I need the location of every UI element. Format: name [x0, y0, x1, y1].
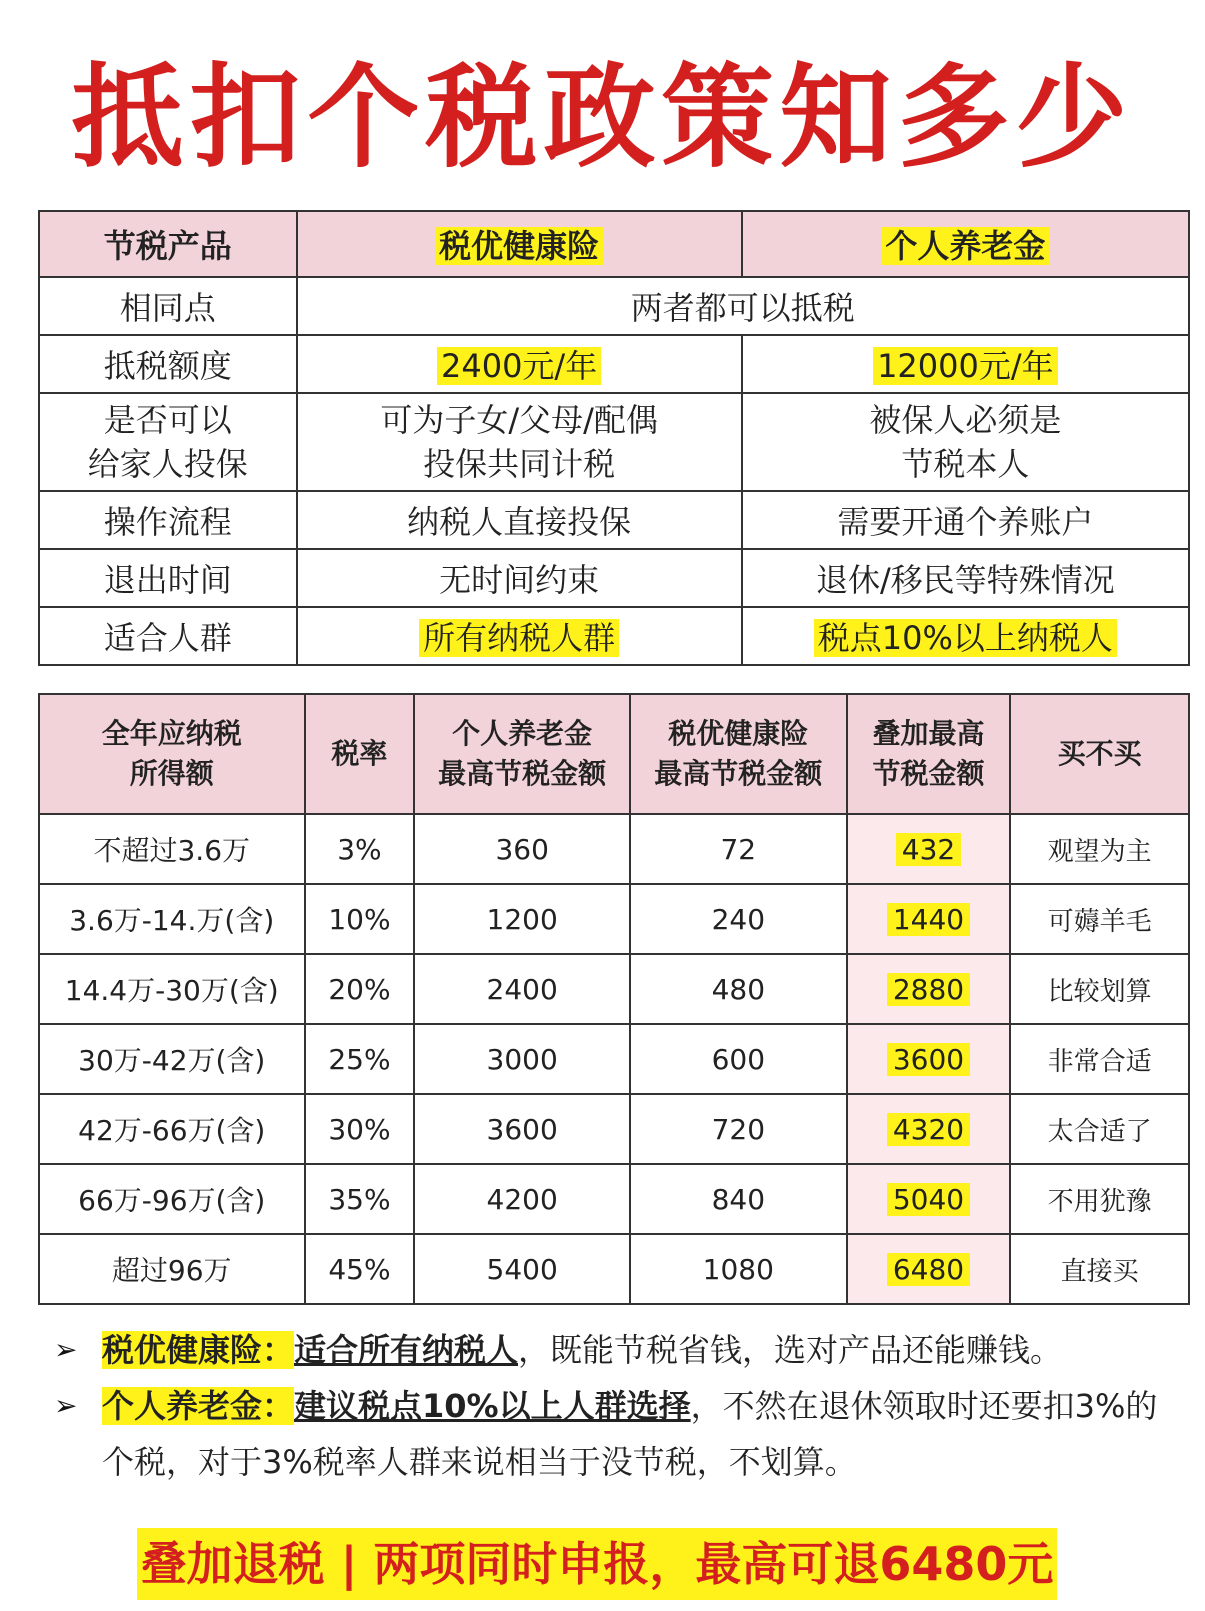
pension-cell: 1200 [414, 884, 630, 954]
income-cell: 不超过3.6万 [39, 814, 305, 884]
comparison-table [38, 210, 1190, 666]
rate-cell: 45% [305, 1234, 415, 1304]
verdict-cell: 比较划算 [1010, 954, 1189, 1024]
note-pension-emph: 建议税点10%以上人群选择 [294, 1387, 691, 1425]
total-cell [847, 1024, 1011, 1094]
notes [48, 1322, 1188, 1490]
col-pension-line1: 个人养老金 [452, 717, 593, 750]
rate-cell: 25% [305, 1024, 415, 1094]
total-cell [847, 814, 1011, 884]
audience-label: 适合人群 [39, 607, 297, 665]
verdict-cell: 可薅羊毛 [1010, 884, 1189, 954]
header-product-b [742, 211, 1189, 277]
family-a-line2: 投保共同计税 [423, 445, 616, 483]
pension-cell: 2400 [414, 954, 630, 1024]
audience-b-text: 税点10%以上纳税人 [814, 619, 1117, 657]
family-label-line1: 是否可以 [103, 401, 232, 439]
total-value: 6480 [887, 1253, 970, 1286]
process-b: 需要开通个养账户 [742, 491, 1189, 549]
family-a-line1: 可为子女/父母/配偶 [380, 401, 658, 439]
total-value: 1440 [887, 903, 970, 936]
health-cell: 600 [630, 1024, 847, 1094]
header-product-a-text: 税优健康险 [435, 227, 603, 265]
rate-cell: 3% [305, 814, 415, 884]
process-row [39, 491, 1189, 549]
health-cell: 720 [630, 1094, 847, 1164]
exit-row [39, 549, 1189, 607]
exit-a: 无时间约束 [297, 549, 742, 607]
total-value: 2880 [887, 973, 970, 1006]
family-b-line2: 节税本人 [901, 445, 1030, 483]
exit-b: 退休/移民等特殊情况 [742, 549, 1189, 607]
limit-a [297, 335, 742, 393]
table-row [39, 1164, 1189, 1234]
income-cell: 14.4万-30万(含) [39, 954, 305, 1024]
table-row [39, 1234, 1189, 1304]
col-total-line2: 节税金额 [872, 757, 985, 790]
note-health-rest: ，既能节税省钱，选对产品还能赚钱。 [518, 1331, 1063, 1369]
family-label [39, 393, 297, 491]
savings-body [39, 814, 1189, 1304]
audience-row [39, 607, 1189, 665]
col-health [630, 694, 847, 814]
same-label: 相同点 [39, 277, 297, 335]
col-pension-line2: 最高节税金额 [438, 757, 607, 790]
health-cell: 240 [630, 884, 847, 954]
verdict-cell: 不用犹豫 [1010, 1164, 1189, 1234]
total-value: 4320 [887, 1113, 970, 1146]
income-cell: 3.6万-14.万(含) [39, 884, 305, 954]
arrow-icon: ➢ [54, 1333, 78, 1366]
page-title: 抵扣个税政策知多少 [71, 53, 1134, 183]
rate-cell: 30% [305, 1094, 415, 1164]
table-row [39, 954, 1189, 1024]
note-health-key: 税优健康险： [102, 1331, 295, 1369]
arrow-icon: ➢ [54, 1389, 78, 1422]
rate-cell: 20% [305, 954, 415, 1024]
header-label: 节税产品 [39, 211, 297, 277]
pension-cell: 4200 [414, 1164, 630, 1234]
process-a: 纳税人直接投保 [297, 491, 742, 549]
col-income-line2: 所得额 [129, 757, 214, 790]
same-value: 两者都可以抵税 [297, 277, 1190, 335]
process-label: 操作流程 [39, 491, 297, 549]
comparison-header-row [39, 211, 1189, 277]
total-value: 432 [896, 833, 961, 866]
health-cell: 840 [630, 1164, 847, 1234]
total-cell [847, 954, 1011, 1024]
limit-a-text: 2400元/年 [437, 347, 601, 385]
note-pension [48, 1378, 1188, 1490]
limit-label: 抵税额度 [39, 335, 297, 393]
table-row [39, 1094, 1189, 1164]
limit-b-text: 12000元/年 [873, 347, 1058, 385]
verdict-cell: 太合适了 [1010, 1094, 1189, 1164]
rate-cell: 35% [305, 1164, 415, 1234]
total-cell [847, 884, 1011, 954]
col-income [39, 694, 305, 814]
note-pension-key: 个人养老金： [102, 1387, 295, 1425]
table-row [39, 814, 1189, 884]
income-cell: 66万-96万(含) [39, 1164, 305, 1234]
footer-banner: 叠加退税 | 两项同时申报，最高可退6480元 [137, 1528, 1057, 1600]
verdict-cell: 直接买 [1010, 1234, 1189, 1304]
savings-table [38, 693, 1190, 1305]
header-product-b-text: 个人养老金 [881, 227, 1049, 265]
pension-cell: 3000 [414, 1024, 630, 1094]
col-pension [414, 694, 630, 814]
audience-a [297, 607, 742, 665]
total-value: 3600 [887, 1043, 970, 1076]
table-row [39, 1024, 1189, 1094]
total-cell [847, 1234, 1011, 1304]
audience-b [742, 607, 1189, 665]
limit-b [742, 335, 1189, 393]
health-cell: 1080 [630, 1234, 847, 1304]
col-health-line2: 最高节税金额 [654, 757, 823, 790]
verdict-cell: 观望为主 [1010, 814, 1189, 884]
audience-a-text: 所有纳税人群 [419, 619, 619, 657]
family-row [39, 393, 1189, 491]
col-total-line1: 叠加最高 [872, 717, 985, 750]
pension-cell: 3600 [414, 1094, 630, 1164]
table-row [39, 884, 1189, 954]
col-verdict: 买不买 [1010, 694, 1189, 814]
family-a [297, 393, 742, 491]
income-cell: 超过96万 [39, 1234, 305, 1304]
health-cell: 480 [630, 954, 847, 1024]
header-product-a [297, 211, 742, 277]
family-label-line2: 给家人投保 [87, 445, 248, 483]
col-total [847, 694, 1011, 814]
col-income-line1: 全年应纳税 [101, 717, 242, 750]
income-cell: 30万-42万(含) [39, 1024, 305, 1094]
rate-cell: 10% [305, 884, 415, 954]
exit-label: 退出时间 [39, 549, 297, 607]
income-cell: 42万-66万(含) [39, 1094, 305, 1164]
total-value: 5040 [887, 1183, 970, 1216]
same-row [39, 277, 1189, 335]
family-b [742, 393, 1189, 491]
note-health [48, 1322, 1188, 1378]
health-cell: 72 [630, 814, 847, 884]
family-b-line1: 被保人必须是 [869, 401, 1062, 439]
pension-cell: 5400 [414, 1234, 630, 1304]
total-cell [847, 1094, 1011, 1164]
col-rate: 税率 [305, 694, 415, 814]
note-pension-rest: ，不然在退休领取时还要扣3%的个税，对于3%税率人群来说相当于没节税，不划算。 [102, 1387, 1158, 1481]
note-health-emph: 适合所有纳税人 [294, 1331, 519, 1369]
savings-header-row [39, 694, 1189, 814]
limit-row [39, 335, 1189, 393]
verdict-cell: 非常合适 [1010, 1024, 1189, 1094]
total-cell [847, 1164, 1011, 1234]
col-health-line1: 税优健康险 [668, 717, 809, 750]
pension-cell: 360 [414, 814, 630, 884]
